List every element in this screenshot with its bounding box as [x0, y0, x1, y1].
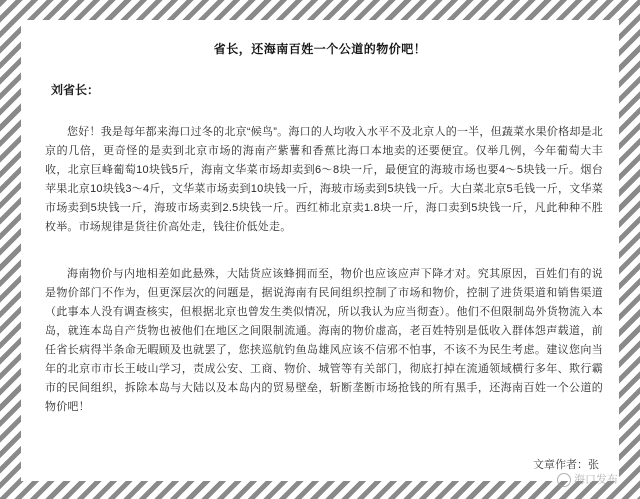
watermark-logo-icon: [557, 473, 571, 487]
letter-sheet: [21, 20, 619, 481]
letter-title: 省长，还海南百姓一个公道的物价吧！: [213, 42, 427, 56]
paragraph-1: 您好！我是每年都来海口过冬的北京“候鸟”。海口的人均收入水平不及北京人的一半，但蔬菜水果价格却是北京的几倍，更奇怪的是卖到北京市场的海南产紫薯和香蕉比海口本地卖的还要便宜。仅举几例，今年葡萄大丰收，北京巨峰葡萄10块钱5斤，海南文华菜市场却卖到6～8块一斤，最便宜的海玻市场也要4～5块钱一斤。烟台苹果北京10块钱3～4斤，文华菜市场卖到10块钱一斤，海玻市场卖到5块钱一斤。大白菜北京5毛钱一斤，文华菜市场卖到5块钱一斤，海玻市场卖到2.5块钱一斤。西红柿北京卖1.8块一斤，海口卖到5块钱一斤，凡此种种不胜枚举。市场规律是货往价高处走，钱往价低处走。: [45, 126, 603, 233]
watermark: [557, 471, 618, 487]
author-line: 文章作者：张: [533, 459, 599, 471]
paragraph-2: 海南物价与内地相差如此悬殊，大陆货应该蜂拥而至，物价也应该应声下降才对。究其原因，百姓们有的说是物价部门不作为，但更深层次的问题是，据说海南有民间组织控制了市场和物价，控制了进货渠道和销售渠道（此事本人没有调查核实，但根据北京也曾发生类似情况，所以我认为应当彻查）。他们不但限制岛外货物流入本岛，就连本岛自产货物也被他们在地区之间限制流通。海南的物价虚高，老百姓特别是低收入群体怨声载道，前任省长病得半条命无暇顾及也就罢了，您挟巡航钓鱼岛雄风应该不信邪不怕事，不该不为民生考虑。建议您向当年的北京市市长王岐山学习，责成公安、工商、物价、城管等有关部门，彻底打掉在流通领域横行多年、欺行霸市的民间组织，拆除本岛与大陆以及本岛内的贸易壁垒，斩断垄断市场抢钱的所有黑手，还海南百姓一个公道的物价吧！: [45, 268, 603, 413]
salutation: 刘省长：: [51, 83, 100, 97]
watermark-text: 海口发布: [574, 473, 618, 486]
